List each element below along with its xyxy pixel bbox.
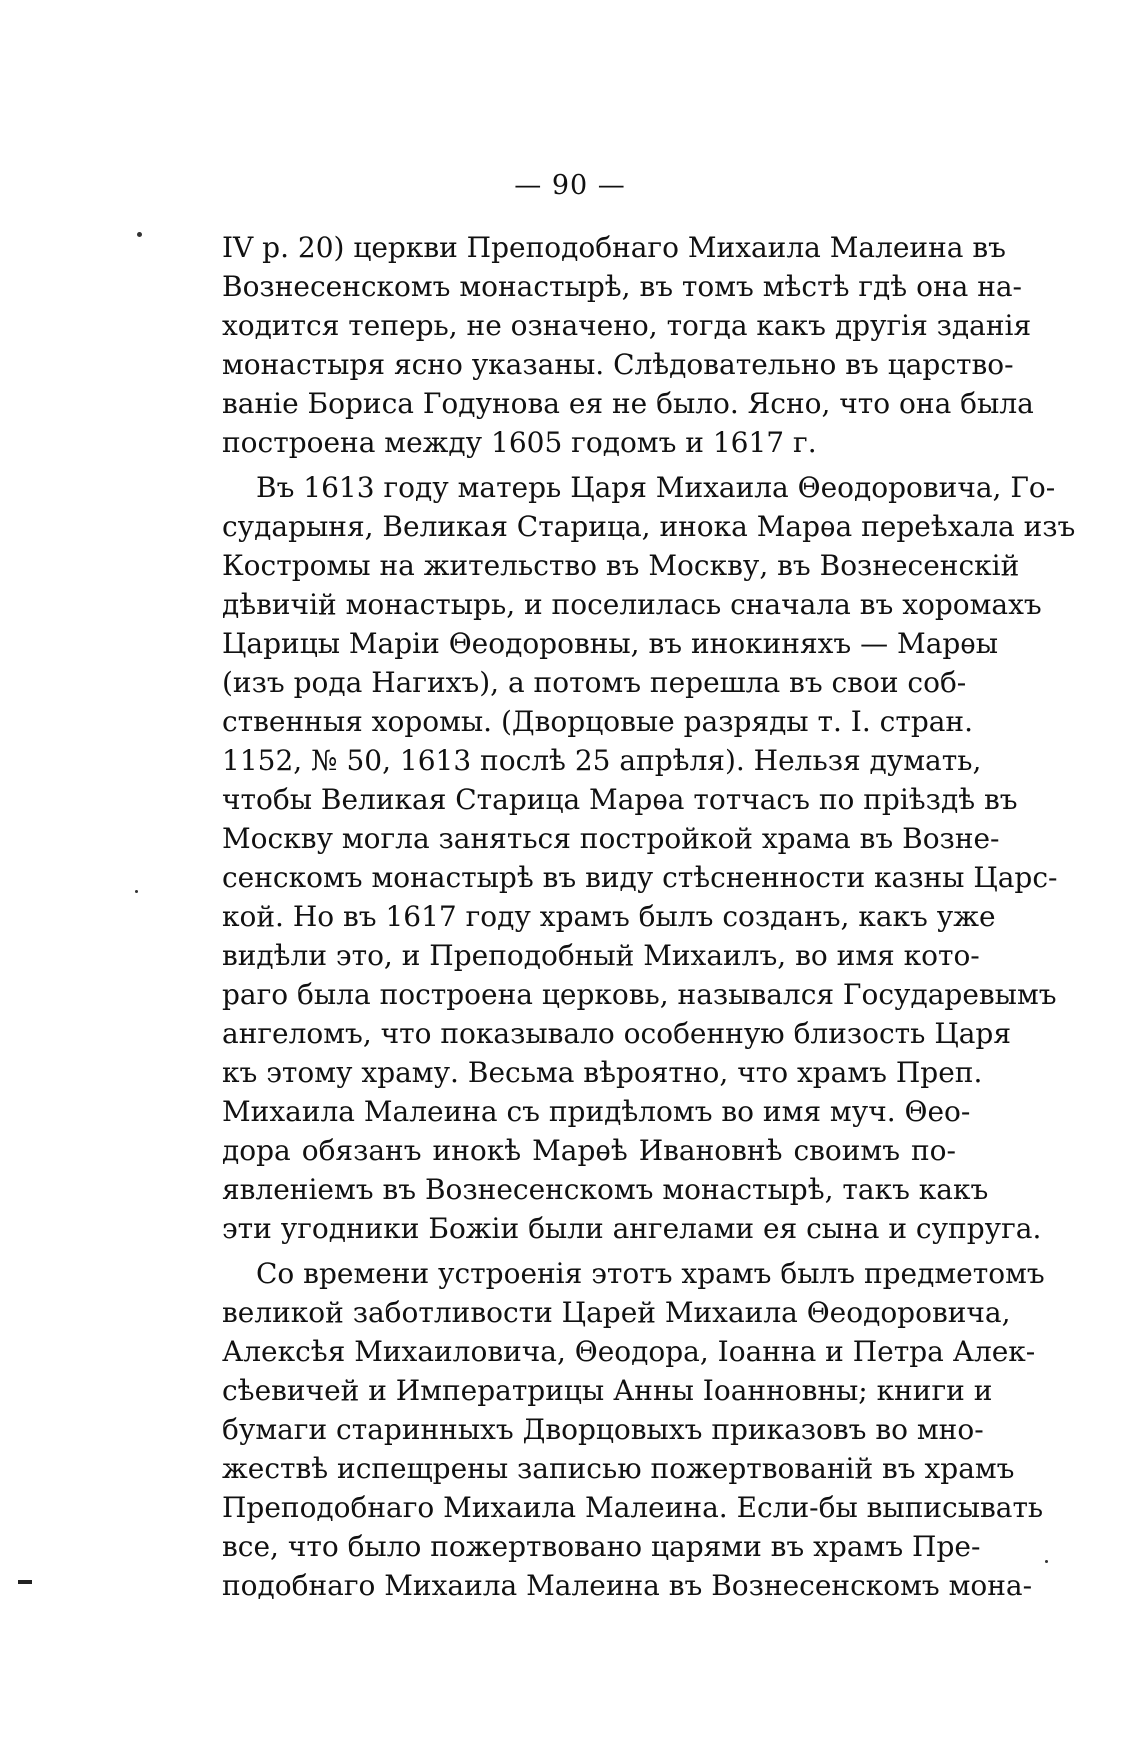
text-line: дѣвичій монастырь, и поселилась сначала въ хоромахъ	[222, 588, 1042, 621]
paragraph	[222, 468, 1076, 1248]
text-line: чтобы Великая Старица Марѳа тотчасъ по пріѣздѣ въ	[222, 783, 1018, 816]
text-line: дора обязанъ инокѣ Марѳѣ Ивановнѣ своимъ по-	[222, 1134, 956, 1167]
text-line: (изъ рода Нагихъ), а потомъ перешла въ свои соб-	[222, 666, 967, 699]
paragraph	[222, 1254, 1045, 1605]
text-line: сенскомъ монастырѣ въ виду стѣсненности казны Царс-	[222, 861, 1058, 894]
text-line: Вознесенскомъ монастырѣ, въ томъ мѣстѣ гдѣ она на-	[222, 270, 1023, 303]
text-line: Въ 1613 году матерь Царя Михаила Θеодоровича, Го-	[256, 471, 1056, 504]
text-line: кой. Но въ 1617 году храмъ былъ созданъ, какъ уже	[222, 900, 996, 933]
text-line: раго была построена церковь, назывался Государевымъ	[222, 978, 1057, 1011]
text-line: жествѣ испещрены записью пожертвованій въ храмъ	[222, 1452, 1015, 1485]
text-line: Костромы на жительство въ Москву, въ Вознесенскій	[222, 549, 1020, 582]
text-line: сударыня, Великая Старица, инока Марѳа переѣхала изъ	[222, 510, 1076, 543]
body-text	[222, 228, 1076, 1605]
text-line: Царицы Маріи Θеодоровны, въ инокиняхъ — Марѳы	[222, 627, 999, 660]
scan-speck	[1045, 1560, 1048, 1563]
text-line: явленіемъ въ Вознесенскомъ монастырѣ, такъ какъ	[222, 1173, 989, 1206]
scan-speck	[135, 890, 138, 893]
text-line: монастыря ясно указаны. Слѣдовательно въ царство-	[222, 348, 1014, 381]
text-line: эти угодники Божіи были ангелами ея сына и супруга.	[222, 1212, 1042, 1245]
text-line: 1152, № 50, 1613 послѣ 25 апрѣля). Нельзя думать,	[222, 744, 982, 777]
text-line: сѣевичей и Императрицы Анны Іоанновны; книги и	[222, 1374, 993, 1407]
text-line: Преподобнаго Михаила Малеина. Если-бы выписывать	[222, 1491, 1044, 1524]
text-line: Со времени устроенія этотъ храмъ былъ предметомъ	[256, 1257, 1045, 1290]
text-line: видѣли это, и Преподобный Михаилъ, во имя кото-	[222, 939, 980, 972]
text-line: IV р. 20) церкви Преподобнаго Михаила Малеина въ	[222, 231, 1006, 264]
text-line: къ этому храму. Весьма вѣроятно, что храмъ Преп.	[222, 1056, 983, 1089]
text-line: бумаги старинныхъ Дворцовыхъ приказовъ во мно-	[222, 1413, 984, 1446]
page-number: — 90 —	[514, 170, 626, 201]
paragraph	[222, 228, 1034, 462]
text-line: подобнаго Михаила Малеина въ Вознесенскомъ мона-	[222, 1569, 1033, 1602]
text-line: ангеломъ, что показывало особенную близость Царя	[222, 1017, 1012, 1050]
margin-mark	[18, 1580, 32, 1584]
scan-speck	[137, 232, 142, 237]
text-line: ственныя хоромы. (Дворцовые разряды т. I. стран.	[222, 705, 973, 738]
text-line: ваніе Бориса Годунова ея не было. Ясно, что она была	[222, 387, 1034, 420]
text-line: Москву могла заняться постройкой храма въ Возне-	[222, 822, 1000, 855]
text-line: Михаила Малеина съ придѣломъ во имя муч. Θео-	[222, 1095, 971, 1128]
text-line: ходится теперь, не означено, тогда какъ другія зданія	[222, 309, 1032, 342]
text-line: великой заботливости Царей Михаила Θеодоровича,	[222, 1296, 1011, 1329]
text-line: построена между 1605 годомъ и 1617 г.	[222, 426, 817, 459]
text-line: Алексѣя Михаиловича, Θеодора, Іоанна и Петра Алек-	[222, 1335, 1036, 1368]
text-line: все, что было пожертвовано царями въ храмъ Пре-	[222, 1530, 981, 1563]
